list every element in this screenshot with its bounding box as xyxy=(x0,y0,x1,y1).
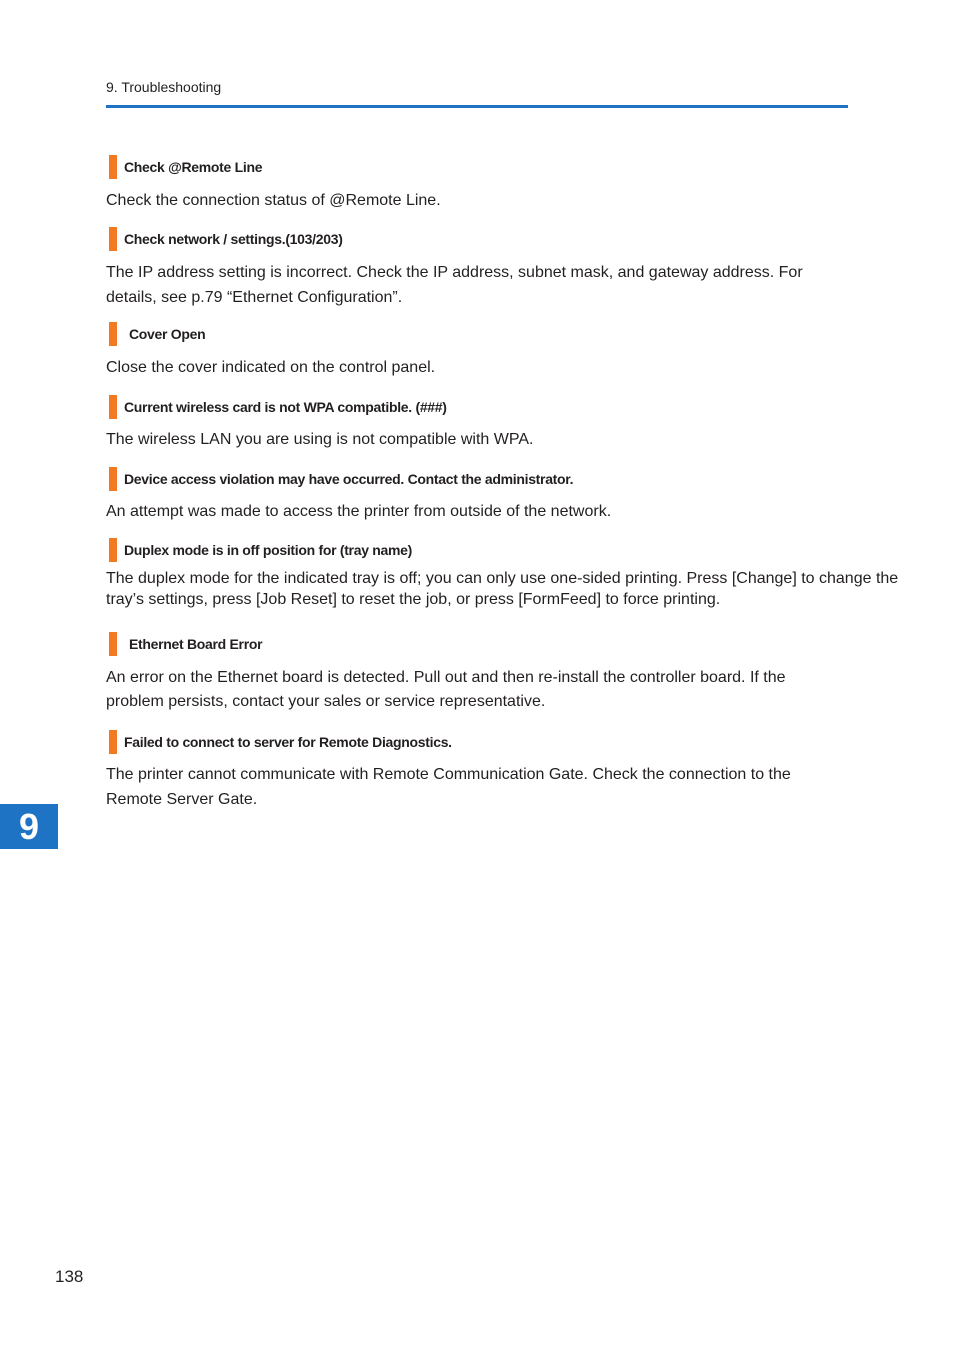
orange-bar-marker xyxy=(109,632,117,656)
entry-body: Check the connection status of @Remote Line. xyxy=(106,192,441,209)
orange-bar-marker xyxy=(109,322,117,346)
entry-body: An error on the Ethernet board is detected. Pull out and then re-install the controller board. If the problem persists, contact your sales or service representative. xyxy=(106,669,786,710)
entry-body: The wireless LAN you are using is not compatible with WPA. xyxy=(106,431,534,448)
entry-body: Close the cover indicated on the control panel. xyxy=(106,359,436,376)
header-rule xyxy=(106,105,848,108)
entry-failed-remote-diagnostics xyxy=(106,730,836,812)
entry-wireless-card-wpa xyxy=(106,395,906,450)
entry-title: Failed to connect to server for Remote Diagnostics. xyxy=(124,734,452,750)
entry-body: The printer cannot communicate with Remote Communication Gate. Check the connection to the Remote Server Gate. xyxy=(106,766,791,808)
orange-bar-marker xyxy=(109,467,117,491)
entry-duplex-mode-off xyxy=(106,538,906,610)
orange-bar-marker xyxy=(109,538,117,562)
orange-bar-marker xyxy=(109,395,117,419)
entry-heading xyxy=(106,155,906,179)
entry-cover-open xyxy=(106,322,906,378)
entry-title: Duplex mode is in off position for (tray name) xyxy=(124,542,413,558)
entry-device-access-violation xyxy=(106,467,906,522)
entry-title: Check @Remote Line xyxy=(124,159,263,175)
entry-heading xyxy=(106,467,906,491)
chapter-tab: 9 xyxy=(0,804,58,849)
entry-title: Cover Open xyxy=(129,326,206,342)
orange-bar-marker xyxy=(109,227,117,251)
entry-heading xyxy=(106,227,836,251)
entry-check-network-settings xyxy=(106,227,836,310)
entry-title: Current wireless card is not WPA compatible. (###) xyxy=(124,399,447,415)
entry-heading xyxy=(106,395,906,419)
entry-heading xyxy=(106,322,906,346)
entry-body: The IP address setting is incorrect. Check the IP address, subnet mask, and gateway address. For details, see p.79 “Ethernet Configuration”. xyxy=(106,264,803,306)
running-head: 9. Troubleshooting xyxy=(106,79,222,95)
entry-title: Check network / settings.(103/203) xyxy=(124,231,343,247)
entry-heading xyxy=(106,730,836,754)
entry-ethernet-board-error xyxy=(106,632,836,714)
entry-check-remote-line xyxy=(106,155,906,211)
page-number: 138 xyxy=(55,1267,84,1286)
entry-heading xyxy=(106,632,836,656)
orange-bar-marker xyxy=(109,155,117,179)
entry-heading xyxy=(106,538,906,562)
orange-bar-marker xyxy=(109,730,117,754)
entry-title: Device access violation may have occurred. Contact the administrator. xyxy=(124,471,574,487)
entry-body: An attempt was made to access the printer from outside of the network. xyxy=(106,503,612,520)
entry-body: The duplex mode for the indicated tray is off; you can only use one-sided printing. Press [Change] to change the tray’s settings, press [Job Reset] to reset the job, or press [FormFeed] to force printing. xyxy=(106,570,899,608)
entry-title: Ethernet Board Error xyxy=(129,636,263,652)
